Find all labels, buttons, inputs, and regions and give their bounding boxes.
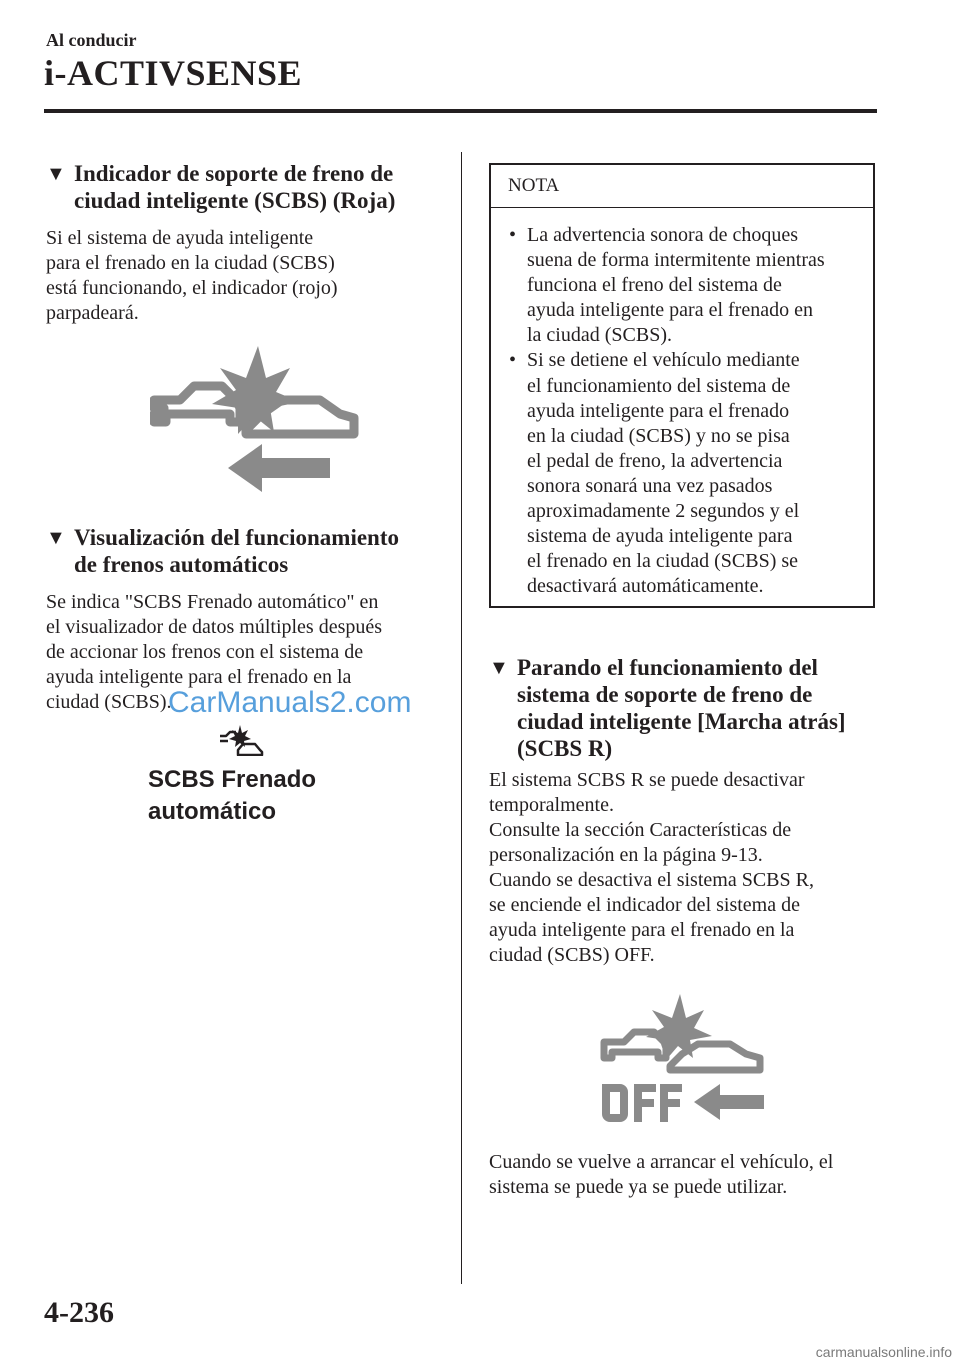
nota-title: NOTA (508, 175, 560, 196)
section-triangle-icon: ▼ (489, 657, 509, 679)
scbs-off-indicator-icon (598, 992, 770, 1128)
column-divider (461, 152, 462, 1284)
scbs-red-indicator-heading (46, 160, 446, 214)
section-triangle-icon: ▼ (46, 527, 66, 549)
heading-line: Visualización del funcionamiento (74, 525, 399, 550)
heading-line: Indicador de soporte de freno de (74, 161, 394, 186)
heading-line: sistema de soporte de freno de (517, 682, 813, 707)
heading-line: (SCBS R) (517, 736, 613, 761)
auto-brake-display-heading (46, 524, 446, 578)
nota-rule (491, 207, 873, 208)
scbs-small-icon (218, 724, 264, 756)
scbs-r-stop-heading (489, 654, 889, 762)
nota-item: • La advertencia sonora de choques suena de forma intermitente mientras funciona el freno del sistema de ayuda inteligente para el frenado en la ciudad (SCBS). (509, 224, 825, 347)
page-number: 4-236 (44, 1296, 114, 1329)
heading-line: de frenos automáticos (74, 552, 289, 577)
multi-info-display-text: SCBS Frenado automático (148, 766, 317, 825)
heading-line: Parando el funcionamiento del (517, 655, 818, 680)
nota-box (489, 163, 875, 608)
nota-list (507, 223, 867, 599)
chapter-title: i-ACTIVSENSE (44, 53, 303, 93)
watermark: CarManuals2.com (168, 686, 412, 719)
bullet-dot-icon: • (509, 349, 517, 372)
heading-line: ciudad inteligente [Marcha atrás] (517, 709, 846, 734)
heading-line: ciudad inteligente (SCBS) (Roja) (74, 188, 396, 213)
scbs-r-stop-body: El sistema SCBS R se puede desactivar temporalmente. Consulte la sección Características de personalización en la página 9-13. Cuando se desactiva el sistema SCBS R, se enciende el indicador del sistema de ayuda inteligente para el frenado en la ciudad (SCBS) OFF. (489, 769, 814, 966)
scbs-red-indicator-body: Si el sistema de ayuda inteligente para el frenado en la ciudad (SCBS) está funcionando, el indicador (rojo) parpadeará. (46, 227, 338, 324)
auto-brake-display-body: Se indica "SCBS Frenado automático" en el visualizador de datos múltiples después de accionar los frenos con el sistema de ayuda inteligente para el frenado en la ciudad (SCBS). (46, 591, 383, 713)
scbs-r-restart-body: Cuando se vuelve a arrancar el vehículo, el sistema se puede ya se puede utilizar. (489, 1151, 834, 1198)
header-rule (44, 109, 877, 113)
scbs-warning-indicator-icon (150, 342, 360, 492)
footer-site-text: carmanualsonline.info (815, 1344, 952, 1360)
nota-item: • Si se detiene el vehículo mediante el funcionamiento del sistema de ayuda inteligente para el frenado en la ciudad (SCBS) y no se pisa el pedal de freno, la advertencia sonora sonará una vez pasados aproximadamente 2 segundos y el sistema de ayuda inteligente para el frenado en la ciudad (SCBS) se desactivará automáticamente. (509, 349, 800, 598)
bullet-dot-icon: • (509, 224, 517, 246)
section-label: Al conducir (46, 30, 137, 50)
section-triangle-icon: ▼ (46, 163, 66, 185)
